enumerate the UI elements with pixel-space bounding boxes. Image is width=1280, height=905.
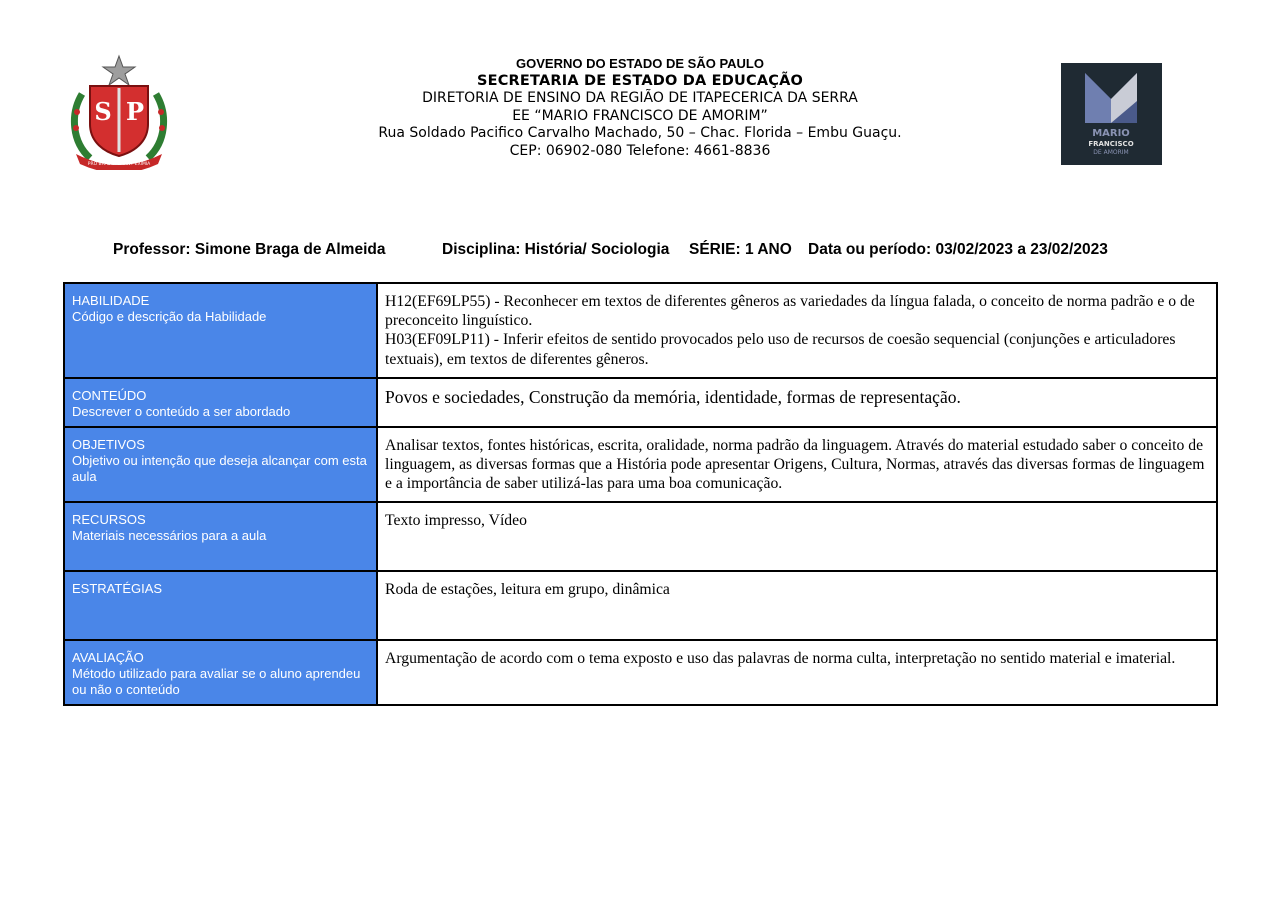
logo-text-line-3: DE AMORIM [1093,149,1129,156]
skill-h03: H03(EF09LP11) - Inferir efeitos de sentido provocados pelo uso de recursos de coesão sequencial (conjunções e articuladores textuais), em textos de diferentes gêneros. [385,331,1176,368]
directorate-line: DIRETORIA DE ENSINO DA REGIÃO DE ITAPECERICA DA SERRA [422,90,858,106]
row-label-cell [64,427,377,502]
table-row-avaliacao [64,640,1217,705]
row-content-cell [377,571,1217,640]
row-label-cell [64,502,377,571]
row-content-cell [377,283,1217,378]
school-name: EE “MARIO FRANCISCO DE AMORIM” [512,107,768,124]
row-label-cell [64,378,377,427]
objectives-text: Analisar textos, fontes históricas, escrita, oralidade, norma padrão da linguagem. Através do material estudado saber o conceito de linguagem, as diversas formas que a História pode apresentar Origens, Cultura, Normas, através das diversas formas de linguagem e a importância de saber utilizá-las para uma boa comunicação. [385,437,1205,493]
row-label: AVALIAÇÃO [72,650,144,665]
row-label: CONTEÚDO [72,388,147,403]
row-description: Método utilizado para avaliar se o aluno aprendeu ou não o conteúdo [72,666,361,697]
row-description: Objetivo ou intenção que deseja alcançar com esta aula [72,453,367,484]
table-row-habilidade [64,283,1217,378]
row-description: Materiais necessários para a aula [72,528,267,543]
resources-text: Texto impresso, Vídeo [385,512,527,529]
table-row-conteudo [64,378,1217,427]
row-description: Código e descrição da Habilidade [72,309,267,324]
seal-letter-p: P [125,97,145,126]
school-address: Rua Soldado Pacifico Carvalho Machado, 50 – Chac. Florida – Embu Guaçu. [378,125,902,141]
school-contact: CEP: 06902-080 Telefone: 4661-8836 [509,142,771,159]
row-label: ESTRATÉGIAS [72,581,163,596]
row-label-cell [64,640,377,705]
row-label-cell [64,571,377,640]
professor-name: Professor: Simone Braga de Almeida [113,241,386,258]
lesson-plan-table [63,282,1218,706]
government-title: GOVERNO DO ESTADO DE SÃO PAULO [516,56,764,71]
row-label: RECURSOS [72,512,146,527]
logo-text-line-1: MARIO [1092,128,1130,139]
grade: SÉRIE: 1 ANO [689,241,792,258]
school-logo [1061,63,1162,165]
seal-motto: PRO BRASILIA FIANT EXIMIA [87,162,151,167]
class-info-row [0,241,1280,263]
table-row-objetivos [64,427,1217,502]
row-description: Descrever o conteúdo a ser abordado [72,404,291,419]
sao-paulo-state-seal [68,54,170,170]
content-text: Povos e sociedades, Construção da memória, identidade, formas de representação. [385,387,961,407]
logo-text-line-2: FRANCISCO [1088,140,1134,148]
row-label-cell [64,283,377,378]
row-label: OBJETIVOS [72,437,145,452]
secretariat-title: SECRETARIA DE ESTADO DA EDUCAÇÃO [476,72,804,89]
document-header [300,55,980,160]
discipline: Disciplina: História/ Sociologia [442,241,670,258]
table-row-recursos [64,502,1217,571]
row-content-cell [377,427,1217,502]
skill-h12: H12(EF69LP55) - Reconhecer em textos de diferentes gêneros as variedades da língua falada, o conceito de norma padrão e o de preconceito linguístico. [385,293,1195,330]
table-row-estrategias [64,571,1217,640]
period: Data ou período: 03/02/2023 a 23/02/2023 [808,241,1108,258]
evaluation-text: Argumentação de acordo com o tema exposto e uso das palavras de norma culta, interpretação no sentido material e imaterial. [385,650,1176,667]
row-label: HABILIDADE [72,293,150,308]
seal-letter-s: S [94,97,112,126]
row-content-cell [377,378,1217,427]
row-content-cell [377,640,1217,705]
strategies-text: Roda de estações, leitura em grupo, dinâmica [385,581,670,598]
row-content-cell [377,502,1217,571]
